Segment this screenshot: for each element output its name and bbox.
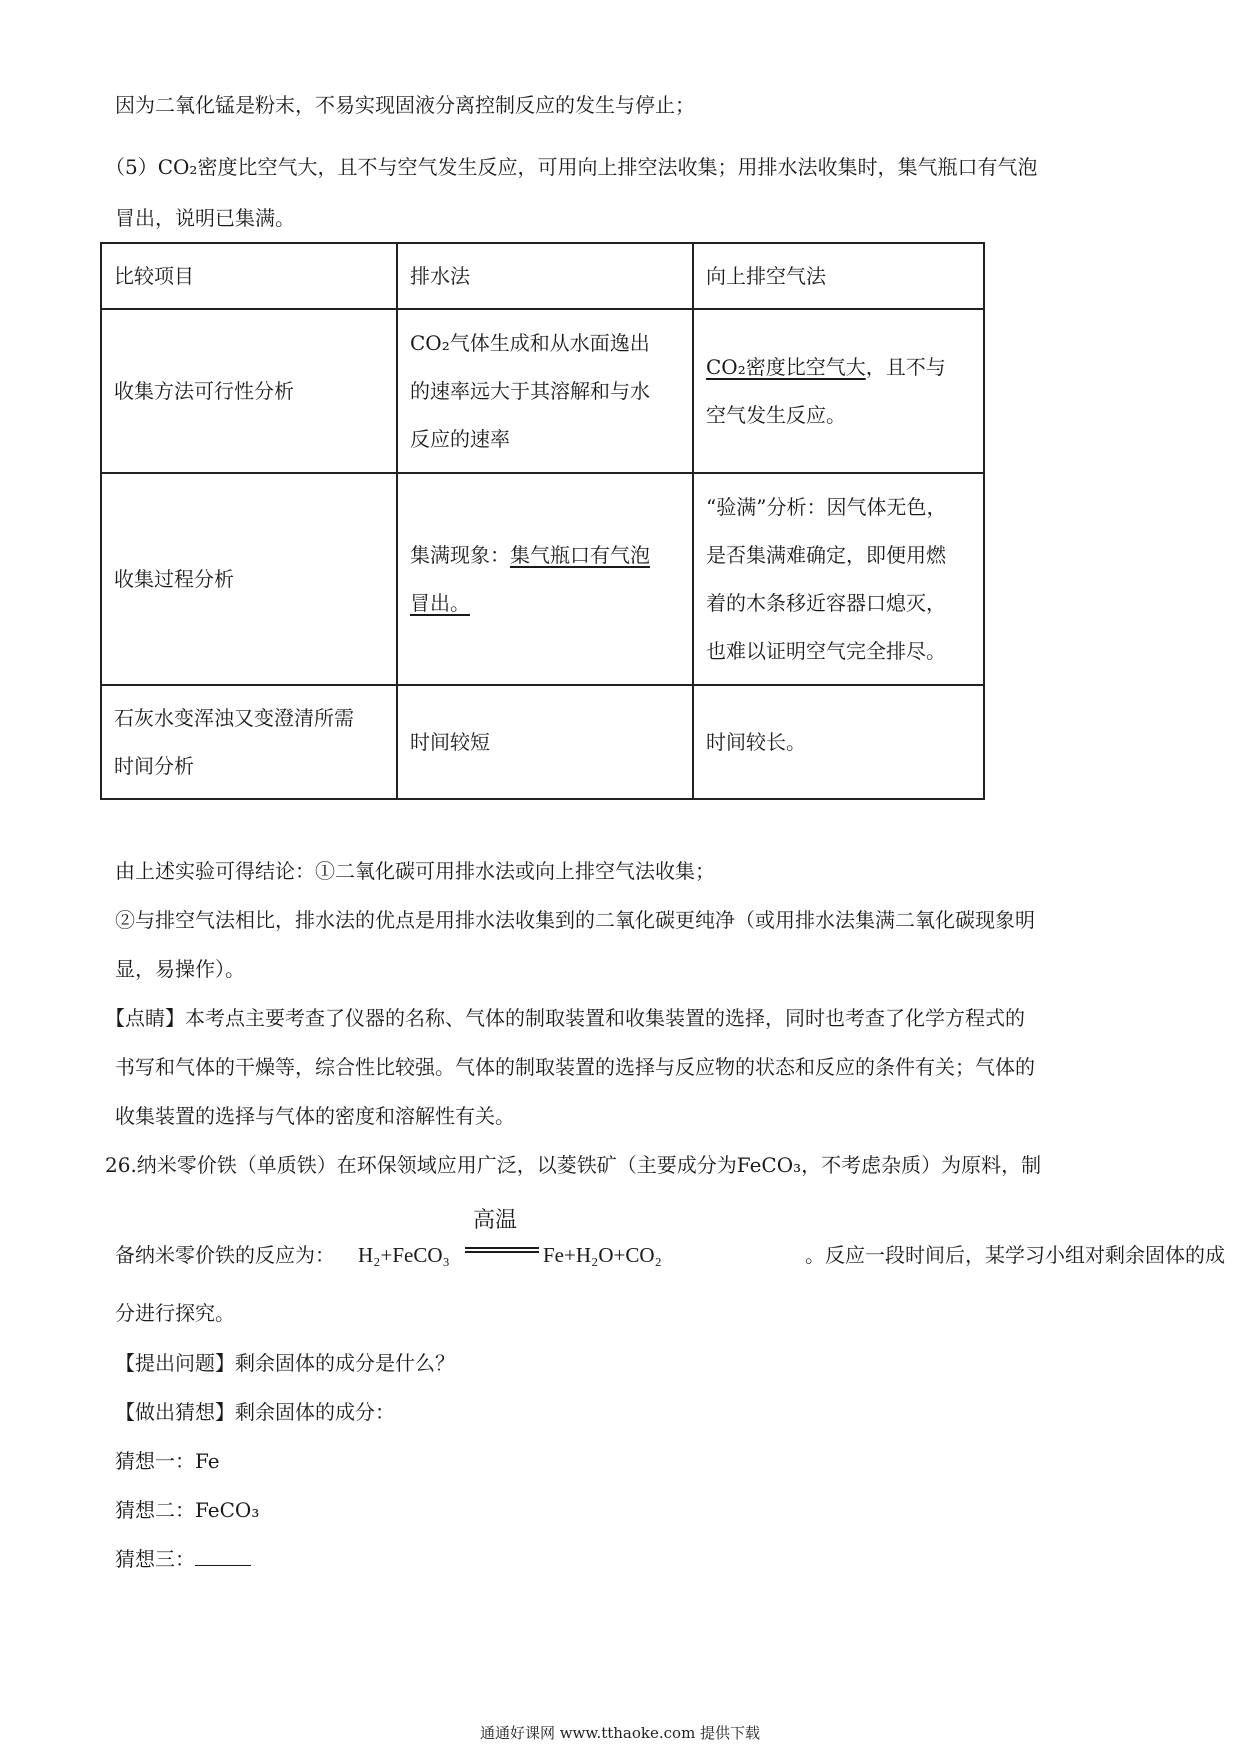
header-cell-water: 排水法: [397, 243, 693, 309]
equal-sign-icon: [465, 1247, 539, 1253]
underlined-answer: CO₂密度比空气大: [706, 355, 866, 379]
cell-line: 石灰水变浑浊又变澄清所需: [114, 706, 354, 730]
cell-line: 着的木条移近容器口熄灭，: [706, 591, 946, 615]
paragraph-co2-line1: （5）CO₂密度比空气大，且不与空气发生反应，可用向上排空法收集；用排水法收集时，集气瓶口有气泡: [105, 155, 1038, 179]
conclusion-line2: ②与排空气法相比，排水法的优点是用排水法收集到的二氧化碳更纯净（或用排水法集满二氧化碳现象明: [115, 908, 1035, 932]
cell-text: ，且不与: [865, 355, 946, 379]
cell-time-water: 时间较短: [397, 685, 693, 799]
comment-line2: 书写和气体的干燥等，综合性比较强。气体的制取装置的选择与反应物的状态和反应的条件有关；气体的: [115, 1055, 1035, 1079]
cell-line: 时间分析: [114, 754, 194, 778]
cell-line: 空气发生反应。: [706, 403, 846, 427]
equation-prefix: 备纳米零价铁的反应为：: [115, 1243, 335, 1267]
reaction-equation-line: [115, 1202, 1225, 1282]
guess-one: 猜想一：Fe: [115, 1449, 220, 1473]
cell-feasibility-air: [693, 309, 984, 473]
question26-line3: 分进行探究。: [115, 1301, 235, 1325]
comparison-table: [100, 242, 985, 800]
conclusion-line3: 显，易操作）。: [115, 957, 245, 981]
header-cell-item: 比较项目: [101, 243, 397, 309]
raise-question: 【提出问题】剩余固体的成分是什么？: [115, 1351, 455, 1375]
paragraph-co2-line2: 冒出，说明已集满。: [115, 206, 295, 230]
table-row: [101, 473, 984, 685]
page-footer: 通通好课网 www.tthaoke.com 提供下载: [479, 1724, 761, 1742]
cell-time-air: 时间较长。: [693, 685, 984, 799]
table-row: [101, 309, 984, 473]
cell-process-air: [693, 473, 984, 685]
equation-suffix: 。反应一段时间后，某学习小组对剩余固体的成: [805, 1243, 1225, 1267]
cell-process-water: [397, 473, 693, 685]
equation-reactants: H₂+FeCO₃: [358, 1243, 450, 1267]
guess-three-label: 猜想三：: [115, 1547, 195, 1571]
comment-line1: 【点睛】本考点主要考查了仪器的名称、气体的制取装置和收集装置的选择，同时也考查了化学方程式的: [105, 1006, 1025, 1030]
paragraph-mno2: 因为二氧化锰是粉末，不易实现固液分离控制反应的发生与停止；: [115, 93, 695, 117]
cell-line: 是否集满难确定，即便用燃: [706, 543, 946, 567]
header-cell-air: 向上排空气法: [693, 243, 984, 309]
underlined-answer: 冒出。: [410, 591, 470, 615]
guess-three: [115, 1544, 1135, 1574]
conclusion-line1: 由上述实验可得结论：①二氧化碳可用排水法或向上排空气法收集；: [115, 859, 715, 883]
cell-line: 反应的速率: [410, 427, 510, 451]
answer-blank[interactable]: [195, 1547, 251, 1566]
cell-line: “验满”分析：因气体无色，: [706, 495, 947, 519]
guess-two: 猜想二：FeCO₃: [115, 1498, 260, 1522]
cell-time-item: [101, 685, 397, 799]
table-row: [101, 685, 984, 799]
cell-process-item: 收集过程分析: [101, 473, 397, 685]
cell-line: 的速率远大于其溶解和与水: [410, 379, 650, 403]
cell-line: [410, 531, 680, 579]
cell-text: 集满现象：: [410, 543, 510, 567]
equation-products: Fe+H₂O+CO₂: [543, 1243, 662, 1267]
make-hypothesis: 【做出猜想】剩余固体的成分：: [115, 1400, 395, 1424]
table-header-row: [101, 243, 984, 309]
question26-line1: 26.纳米零价铁（单质铁）在环保领域应用广泛，以菱铁矿（主要成分为FeCO₃，不考虑杂质）为原料，制: [105, 1153, 1042, 1177]
cell-line: CO₂气体生成和从水面逸出: [410, 331, 650, 355]
cell-feasibility-water: [397, 309, 693, 473]
cell-line: [410, 579, 680, 627]
reaction-condition: 高温: [473, 1208, 518, 1233]
underlined-answer: 集气瓶口有气泡: [510, 543, 650, 567]
cell-feasibility-item: 收集方法可行性分析: [101, 309, 397, 473]
comment-line3: 收集装置的选择与气体的密度和溶解性有关。: [115, 1104, 515, 1128]
cell-line: [706, 343, 971, 391]
cell-line: 也难以证明空气完全排尽。: [706, 639, 946, 663]
